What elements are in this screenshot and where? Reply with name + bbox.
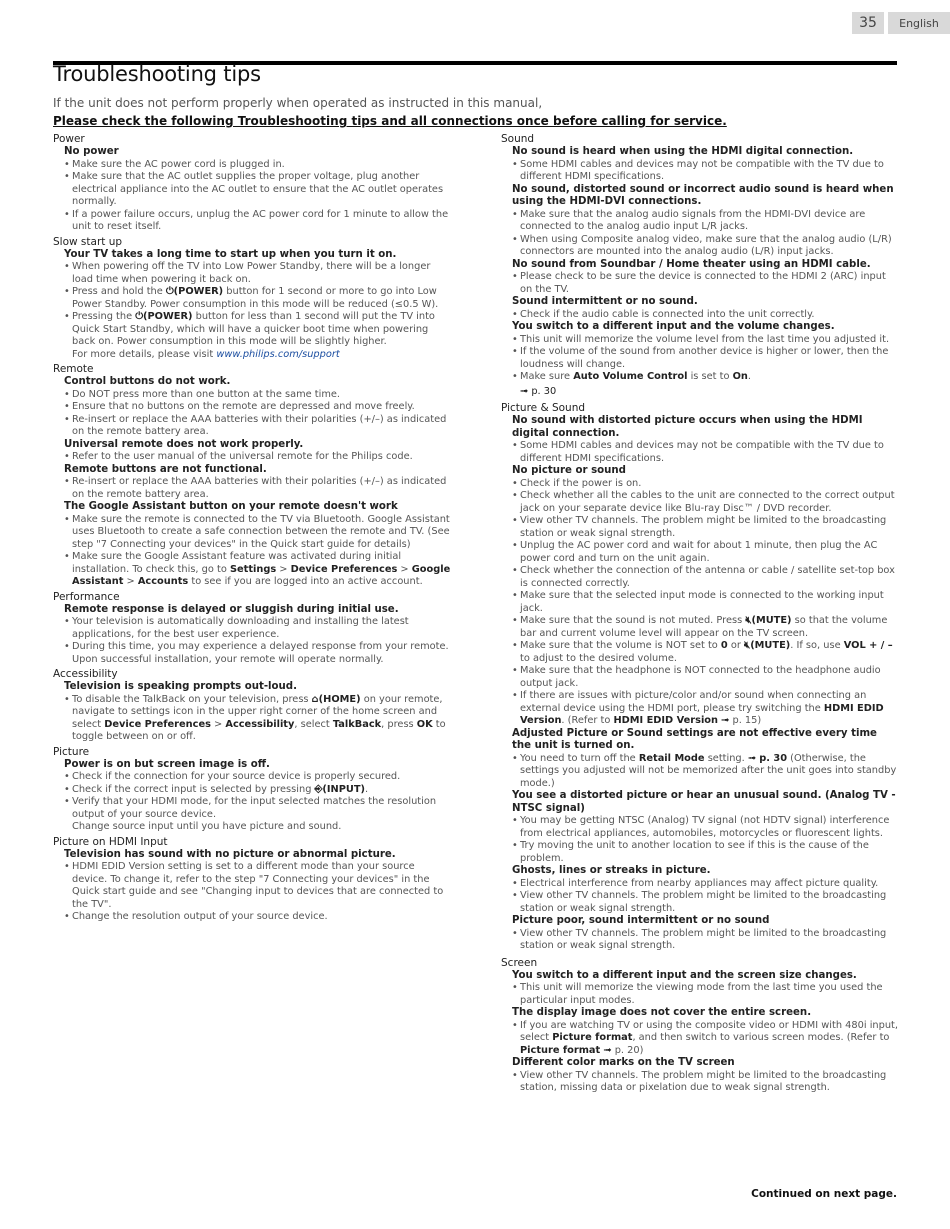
language-tab: English [888, 12, 950, 34]
text: Check if the correct input is selected by pressing [72, 783, 315, 795]
list-item [512, 753, 899, 791]
home-icon: ⌂ [311, 693, 319, 705]
list-item: • You may be getting NTSC (Analog) TV signal (not HDTV signal) interference from electrical appliances, automobiles, motorcycles or fluorescent lights. [512, 815, 899, 840]
solution-list [64, 451, 451, 464]
continued-note: Continued on next page. [751, 1188, 897, 1200]
section-hdmi-input [53, 836, 451, 924]
left-column [53, 133, 451, 924]
list-item [512, 371, 899, 384]
section-title: Picture & Sound [501, 402, 586, 414]
list-item: • When using Composite analog video, make sure that the analog audio (L/R) connectors are mounted into the analog audio (L/R) input jacks. [512, 234, 899, 259]
section-picture-sound [501, 402, 899, 953]
list-item: • Change the resolution output of your source device. [64, 911, 451, 924]
section-accessibility [53, 668, 451, 744]
list-item: • Make sure the remote is connected to the TV via Bluetooth. Google Assistant uses Bluetooth to create a safe connection between the remote and TV. (See step "7 Connecting your devices" in the Quick start guide for details) [64, 514, 451, 552]
list-item: • Your television is automatically downloading and installing the latest applications, for the best user experience. [64, 616, 451, 641]
solution-list [512, 478, 899, 728]
section-screen [501, 957, 899, 1095]
mute-label: (MUTE) [751, 615, 792, 626]
text: Make sure [520, 371, 574, 382]
mute-icon: 🔇︎ [744, 640, 751, 651]
list-item: • View other TV channels. The problem might be limited to the broadcasting station or weak signal strength. [512, 515, 899, 540]
section-title: Picture [53, 745, 90, 758]
page-title: Troubleshooting tips [53, 62, 261, 86]
arrow-right-icon: ➟ [520, 385, 529, 397]
solution-list [512, 1070, 899, 1095]
problem-heading: You switch to a different input and the volume changes. [512, 321, 835, 332]
ref-page: p. 30 [759, 752, 788, 764]
solution-list [64, 514, 451, 589]
problem-heading: No sound with distorted picture occurs when using the HDMI digital connection. [512, 415, 863, 439]
menu-picture-format: Picture format [552, 1032, 633, 1043]
list-item: • Make sure that the analog audio signals from the HDMI-DVI device are connected to the analog audio input L/R jacks. [512, 209, 899, 234]
ok-label: OK [416, 718, 433, 730]
text: Make sure that the sound is not muted. Press [520, 615, 746, 626]
list-item [64, 784, 451, 797]
list-item: • Make sure that the selected input mode is connected to the working input jack. [512, 590, 899, 615]
ref-page: p. 15 [732, 715, 758, 726]
list-item: • Do NOT press more than one button at the same time. [64, 389, 451, 402]
menu-accessibility: Accessibility [225, 718, 295, 730]
text: For more details, please visit [72, 348, 217, 360]
text: Press and hold the [72, 286, 166, 297]
text: To disable the TalkBack on your television, press [72, 693, 312, 705]
text: . [365, 783, 369, 795]
arrow-right-icon: ➟ [747, 752, 757, 764]
text: . [747, 371, 751, 382]
section-performance [53, 591, 451, 667]
list-item: • Some HDMI cables and devices may not be compatible with the TV due to different HDMI specifications. [512, 440, 899, 465]
menu-auto-volume-control: Auto Volume Control [573, 371, 688, 382]
mute-label: (MUTE) [750, 640, 791, 651]
menu-picture-format: Picture format [520, 1044, 601, 1056]
text: > [210, 718, 226, 730]
arrow-right-icon: ➟ [721, 715, 730, 726]
text: , and then switch to various screen modes. (Refer to [632, 1032, 890, 1043]
text: is set to [687, 371, 733, 382]
menu-device-preferences: Device Preferences [104, 718, 211, 730]
list-item [512, 640, 899, 665]
arrow-right-icon: ➟ [603, 1044, 612, 1056]
text: setting. [704, 752, 748, 764]
section-title: Sound [501, 133, 535, 145]
text: so that the volume bar and current volume level will appear on the TV screen. [520, 615, 888, 639]
list-item: • Please check to be sure the device is connected to the HDMI 2 (ARC) input on the TV. [512, 271, 899, 296]
solution-list [512, 159, 899, 184]
list-item: • Make sure that the AC outlet supplies the proper voltage, plug another electrical appliance into the AC outlet to ensure that the AC outlet operates normally. [64, 171, 451, 209]
solution-list [512, 928, 899, 953]
list-item: • View other TV channels. The problem might be limited to the broadcasting station or weak signal strength. [512, 928, 899, 953]
solution-list [64, 476, 451, 501]
text: If there are issues with picture/color and/or sound when connecting an external device using the HDMI port, please try switching the [520, 690, 867, 714]
input-label: (INPUT) [322, 783, 365, 795]
list-item: • Check whether the connection of the antenna or cable / satellite set-top box is connected correctly. [512, 565, 899, 590]
text: ) [639, 1044, 644, 1056]
text: > [397, 563, 412, 575]
solution-list [512, 753, 899, 791]
text: , press [381, 718, 417, 730]
text: . (Refer to [561, 715, 614, 726]
list-item: • Electrical interference from nearby appliances may affect picture quality. [512, 878, 899, 891]
section-picture [53, 746, 451, 834]
menu-google-assistant: Google Assistant [72, 563, 451, 587]
text: Make sure the Google Assistant feature was activated during initial installation. To check this, go to [72, 551, 402, 575]
problem-heading: Picture poor, sound intermittent or no sound [512, 915, 770, 926]
list-item [64, 311, 451, 349]
list-item: • If the volume of the sound from another device is higher or lower, then the loudness will change. [512, 346, 899, 371]
list-item [64, 694, 451, 744]
list-item: • Unplug the AC power cord and wait for about 1 minute, then plug the AC power cord and turn on the unit again. [512, 540, 899, 565]
list-item: • When powering off the TV into Low Power Standby, there will be a longer load time when powering it back on. [64, 261, 451, 286]
list-item: • Try moving the unit to another location to see if this is the cause of the problem. [512, 840, 899, 865]
menu-hdmi-edid-version: HDMI EDID Version [520, 702, 884, 726]
section-title: Accessibility [53, 668, 118, 680]
value-on: On [732, 371, 748, 382]
solution-list [512, 209, 899, 259]
page-number: 35 [852, 12, 884, 34]
problem-heading: The display image does not cover the entire screen. [512, 1007, 812, 1018]
list-item: • Check if the connection for your source device is properly secured. [64, 771, 451, 784]
menu-device-preferences: Device Preferences [290, 563, 398, 575]
problem-heading: Your TV takes a long time to start up when you turn it on. [64, 248, 397, 260]
list-item [512, 690, 899, 728]
mute-icon: 🔇︎ [745, 615, 752, 626]
list-item: • Re-insert or replace the AAA batteries with their polarities (+/–) as indicated on the remote battery area. [64, 414, 451, 439]
problem-heading: Remote response is delayed or sluggish during initial use. [64, 603, 399, 615]
home-label: (HOME) [318, 693, 361, 705]
text: > [123, 576, 138, 587]
note [72, 349, 451, 362]
problem-heading: Television is speaking prompts out-loud. [64, 681, 297, 692]
list-item: • Make sure the AC power cord is plugged in. [64, 159, 451, 172]
solution-list [512, 309, 899, 322]
list-item: • Check whether all the cables to the unit are connected to the correct output jack on your separate device like Blu-ray Disc™ / DVD recorder. [512, 490, 899, 515]
text: to toggle between on or off. [72, 718, 446, 742]
solution-list [512, 878, 899, 916]
power-label: (POWER) [143, 311, 193, 322]
problem-heading: Sound intermittent or no sound. [512, 296, 698, 307]
problem-heading: Different color marks on the TV screen [512, 1057, 735, 1068]
list-item: • Some HDMI cables and devices may not be compatible with the TV due to different HDMI specifications. [512, 159, 899, 184]
solution-list [64, 771, 451, 821]
list-item: • Make sure that the headphone is NOT connected to the headphone audio output jack. [512, 665, 899, 690]
intro-bold-text: Please check the following Troubleshooting tips and all connections once before calling for service. [53, 114, 727, 128]
text: or [727, 640, 745, 651]
menu-settings: Settings [229, 563, 277, 575]
value-zero: 0 [720, 640, 728, 651]
list-item: • If a power failure occurs, unplug the AC power cord for 1 minute to allow the unit to reset itself. [64, 209, 451, 234]
list-item: • Re-insert or replace the AAA batteries with their polarities (+/–) as indicated on the remote battery area. [64, 476, 451, 501]
section-title: Picture on HDMI Input [53, 835, 168, 848]
solution-list [512, 1020, 899, 1058]
solution-list [512, 271, 899, 296]
problem-heading: You switch to a different input and the screen size changes. [512, 969, 857, 981]
problem-heading: You see a distorted picture or hear an unusual sound. (Analog TV - NTSC signal) [512, 790, 896, 814]
problem-heading: Control buttons do not work. [64, 376, 231, 387]
list-item [512, 615, 899, 640]
problem-heading: Television has sound with no picture or abnormal picture. [64, 848, 396, 860]
list-item: • Ensure that no buttons on the remote are depressed and move freely. [64, 401, 451, 414]
solution-list [512, 334, 899, 384]
list-item: • During this time, you may experience a delayed response from your remote. Upon successful installation, your remote will operate normally. [64, 641, 451, 666]
problem-heading: Ghosts, lines or streaks in picture. [512, 865, 711, 876]
list-item [512, 1020, 899, 1058]
solution-list [512, 815, 899, 865]
menu-retail-mode: Retail Mode [638, 752, 705, 764]
text: > [276, 563, 291, 575]
solution-list [64, 159, 451, 234]
list-item: • HDMI EDID Version setting is set to a different mode than your source device. To change it, refer to the step "7 Connecting your devices" in the Quick start guide and see "Changing input to devices that are connected to the TV". [64, 861, 451, 911]
problem-heading: No picture or sound [512, 465, 626, 476]
problem-heading: No sound from Soundbar / Home theater using an HDMI cable. [512, 258, 871, 270]
problem-heading: The Google Assistant button on your remote doesn't work [64, 501, 398, 512]
text: Pressing the [72, 311, 136, 322]
solution-list [64, 616, 451, 666]
menu-accounts: Accounts [137, 576, 189, 587]
solution-list [64, 861, 451, 924]
list-item: • Check if the audio cable is connected into the unit correctly. [512, 309, 899, 322]
list-item: • Verify that your HDMI mode, for the input selected matches the resolution output of your source device. [64, 796, 451, 821]
ref-page: p. 20 [614, 1044, 640, 1056]
section-power [53, 133, 451, 234]
problem-heading: Power is on but screen image is off. [64, 758, 270, 770]
list-item: • View other TV channels. The problem might be limited to the broadcasting station, missing data or pixelation due to weak signal strength. [512, 1070, 899, 1095]
list-item: • View other TV channels. The problem might be limited to the broadcasting station or weak signal strength. [512, 890, 899, 915]
section-title: Performance [53, 590, 120, 603]
solution-list [64, 694, 451, 744]
list-item: • This unit will memorize the viewing mode from the last time you used the particular input modes. [512, 982, 899, 1007]
list-item: • Check if the power is on. [512, 478, 899, 491]
power-icon: ⏻ [165, 286, 174, 297]
text: Make sure that the volume is NOT set to [520, 640, 721, 651]
section-title: Remote [53, 363, 94, 375]
note: Change source input until you have picture and sound. [72, 821, 342, 832]
section-sound [501, 133, 899, 398]
section-remote [53, 363, 451, 589]
list-item [64, 286, 451, 311]
solution-list [512, 982, 899, 1007]
section-slow-start [53, 236, 451, 362]
problem-heading: Universal remote does not work properly. [64, 438, 304, 450]
solution-list [64, 261, 451, 349]
problem-heading: No sound, distorted sound or incorrect audio sound is heard when using the HDMI-DVI connections. [512, 183, 894, 207]
power-label: (POWER) [173, 286, 224, 297]
menu-talkback: TalkBack [332, 718, 382, 730]
input-icon: ⎆ [314, 783, 323, 795]
menu-hdmi-edid-version: HDMI EDID Version [613, 715, 719, 726]
text: , select [294, 718, 333, 730]
intro-text: If the unit does not perform properly when operated as instructed in this manual, [53, 96, 543, 110]
power-icon: ⏻ [135, 311, 143, 322]
section-title: Power [53, 133, 85, 145]
ref-page: p. 30 [531, 385, 557, 397]
list-item [64, 551, 451, 589]
support-link[interactable]: www.philips.com/support [216, 348, 340, 360]
page-reference[interactable] [520, 386, 899, 399]
solution-list [64, 389, 451, 439]
text: You need to turn off the [520, 752, 639, 764]
text: button for less than 1 second will put the TV into Quick Start Standby, which will have a quicker boot time when powering back on. Power consumption in this mode will be slightly higher. [72, 311, 435, 347]
solution-list [512, 440, 899, 465]
problem-heading: No power [64, 146, 119, 157]
text: If you are watching TV or using the composite video or HDMI with 480i input, select [520, 1019, 899, 1043]
text: to see if you are logged into an active account. [188, 576, 423, 587]
problem-heading: Remote buttons are not functional. [64, 463, 267, 475]
section-title: Screen [501, 956, 538, 969]
volume-keys: VOL + / – [843, 640, 893, 651]
text: on your remote, navigate to settings icon in the upper right corner of the home screen and select [72, 693, 443, 730]
text: ) [757, 715, 762, 726]
problem-heading: Adjusted Picture or Sound settings are not effective every time the unit is turned on. [512, 727, 877, 751]
right-column [501, 133, 899, 1095]
list-item: • This unit will memorize the volume level from the last time you adjusted it. [512, 334, 899, 347]
section-title: Slow start up [53, 235, 123, 248]
text: (Otherwise, the settings you adjusted will not be memorized after the unit goes into standby mode.) [520, 752, 897, 789]
text: to adjust to the desired volume. [520, 652, 677, 664]
list-item: • Refer to the user manual of the universal remote for the Philips code. [64, 451, 451, 464]
text: . If so, use [790, 640, 844, 651]
problem-heading: No sound is heard when using the HDMI digital connection. [512, 146, 854, 157]
text: button for 1 second or more to go into Low Power Standby. Power consumption in this mode will be reduced (≤0.5 W). [72, 286, 439, 310]
